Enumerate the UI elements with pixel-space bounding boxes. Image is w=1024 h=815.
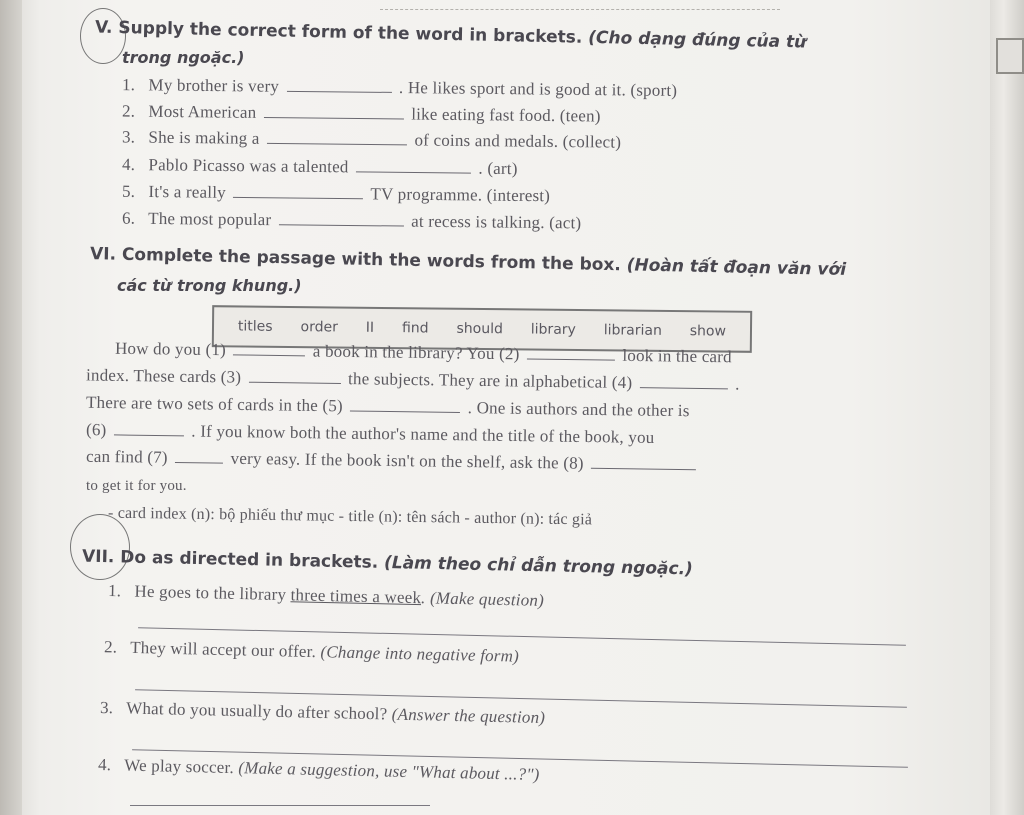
book-gutter bbox=[0, 0, 22, 815]
item-number: 1. bbox=[121, 75, 136, 95]
passage-text: . bbox=[735, 374, 740, 394]
section7-item-1 bbox=[108, 581, 544, 611]
box-word: order bbox=[300, 319, 338, 336]
answer-blank[interactable] bbox=[233, 197, 363, 199]
section7-title-en: VII. Do as directed in brackets. bbox=[81, 546, 379, 573]
answer-blank[interactable] bbox=[350, 410, 460, 413]
box-word: library bbox=[530, 321, 576, 338]
passage-text: the subjects. They are in alphabetical (4) bbox=[347, 369, 633, 393]
box-word: show bbox=[689, 323, 727, 340]
item-number: 3. bbox=[121, 127, 136, 147]
item-number: 6. bbox=[121, 208, 136, 228]
item-instruction: (Answer the question) bbox=[391, 704, 546, 728]
item-text-after: . He likes sport and is good at it. (sport) bbox=[398, 77, 678, 100]
section7-item-2 bbox=[104, 637, 519, 666]
glossary-line: - card index (n): bộ phiếu thư mục - title (n): tên sách - author (n): tác giả bbox=[107, 504, 593, 529]
section7-item-3 bbox=[100, 698, 546, 728]
item-number: 4. bbox=[97, 754, 112, 775]
item-number: 2. bbox=[121, 101, 136, 121]
box-word: librarian bbox=[603, 322, 662, 339]
section5-item-6 bbox=[122, 209, 582, 234]
answer-blank[interactable] bbox=[527, 358, 615, 360]
answer-blank[interactable] bbox=[640, 387, 728, 389]
passage-text: a book in the library? You (2) bbox=[312, 341, 520, 364]
section5-item-3 bbox=[122, 127, 621, 152]
item-text-before: My brother is very bbox=[148, 75, 280, 96]
section6-title-en: VI. Complete the passage with the words from the box. bbox=[89, 244, 622, 276]
passage-text: index. These cards (3) bbox=[85, 365, 242, 387]
answer-blank[interactable] bbox=[267, 143, 407, 145]
item-text-before: Pablo Picasso was a talented bbox=[148, 155, 349, 177]
passage-text: very easy. If the book isn't on the shelf, ask the (8) bbox=[230, 448, 584, 473]
item-text-after: like eating fast food. (teen) bbox=[411, 104, 601, 126]
answer-blank[interactable] bbox=[175, 462, 223, 464]
underlined-phrase: three times a week bbox=[290, 585, 422, 608]
passage-text: (6) bbox=[85, 420, 107, 440]
item-number: 2. bbox=[103, 637, 118, 657]
passage-line-3 bbox=[86, 393, 690, 421]
box-word: find bbox=[401, 320, 429, 337]
section5-item-2 bbox=[122, 101, 601, 126]
box-word: titles bbox=[237, 318, 273, 335]
item-number: 3. bbox=[99, 697, 114, 718]
section5-subtitle: trong ngoặc.) bbox=[122, 48, 245, 67]
passage-text: can find (7) bbox=[85, 446, 168, 467]
section6-subtitle: các từ trong khung.) bbox=[117, 276, 302, 295]
answer-blank[interactable] bbox=[279, 224, 404, 226]
section7-title bbox=[82, 547, 693, 580]
passage-line-5 bbox=[86, 447, 699, 476]
answer-blank[interactable] bbox=[356, 171, 471, 173]
answer-blank[interactable] bbox=[286, 91, 391, 93]
top-dashed-line bbox=[380, 2, 780, 10]
item-text-after: of coins and medals. (collect) bbox=[414, 130, 622, 152]
item-text: He goes to the library bbox=[134, 581, 287, 605]
item-instruction: (Make a suggestion, use "What about ...?") bbox=[238, 758, 540, 785]
item-text-after: TV programme. (interest) bbox=[370, 184, 551, 206]
answer-blank[interactable] bbox=[233, 354, 305, 356]
section5-item-5 bbox=[122, 182, 550, 206]
item-text: What do you usually do after school? bbox=[126, 698, 388, 724]
edge-box bbox=[996, 38, 1024, 74]
passage-line-6 bbox=[86, 478, 187, 495]
item-number: 5. bbox=[121, 181, 136, 201]
section5-item-4 bbox=[122, 155, 518, 179]
item-text: They will accept our offer. bbox=[129, 637, 317, 662]
item-instruction: . (Make question) bbox=[420, 588, 545, 610]
section5-title-en: V. Supply the correct form of the word in brackets. bbox=[94, 17, 583, 48]
section6-title bbox=[90, 244, 846, 280]
passage-text: to get it for you. bbox=[86, 478, 187, 494]
section7-title-vi: (Làm theo chỉ dẫn trong ngoặc.) bbox=[383, 552, 694, 580]
item-text-before: It's a really bbox=[148, 182, 226, 202]
passage-text: . If you know both the author's name and the title of the book, you bbox=[191, 421, 655, 447]
passage-text: There are two sets of cards in the (5) bbox=[85, 392, 343, 416]
passage-text: look in the card bbox=[622, 345, 732, 367]
passage-line-2 bbox=[86, 365, 740, 394]
answer-blank[interactable] bbox=[591, 468, 696, 470]
item-instruction: (Change into negative form) bbox=[320, 642, 520, 666]
item-text-after: . (art) bbox=[478, 158, 518, 179]
answer-blank[interactable] bbox=[264, 117, 404, 119]
item-text-before: The most popular bbox=[148, 208, 272, 230]
section6-title-vi: (Hoàn tất đoạn văn với bbox=[626, 255, 847, 280]
answer-blank[interactable] bbox=[114, 434, 184, 436]
item-text-before: She is making a bbox=[148, 127, 260, 148]
section7-item-4 bbox=[98, 755, 540, 785]
item-text-after: at recess is talking. (act) bbox=[411, 211, 582, 233]
answer-line-4[interactable] bbox=[130, 805, 430, 806]
answer-blank[interactable] bbox=[249, 382, 341, 384]
item-text-before: Most American bbox=[148, 101, 257, 122]
box-word: should bbox=[456, 320, 503, 338]
section5-title-vi: (Cho dạng đúng của từ bbox=[588, 27, 807, 53]
page-right-edge bbox=[990, 0, 1024, 815]
item-number: 4. bbox=[121, 154, 136, 175]
passage-text: . One is authors and the other is bbox=[467, 398, 690, 421]
item-text: We play soccer. bbox=[124, 755, 235, 778]
section5-item-1 bbox=[122, 75, 677, 101]
passage-line-4 bbox=[86, 420, 655, 448]
item-number: 1. bbox=[107, 581, 122, 601]
box-word: II bbox=[365, 319, 375, 336]
passage-text: How do you (1) bbox=[114, 338, 227, 360]
